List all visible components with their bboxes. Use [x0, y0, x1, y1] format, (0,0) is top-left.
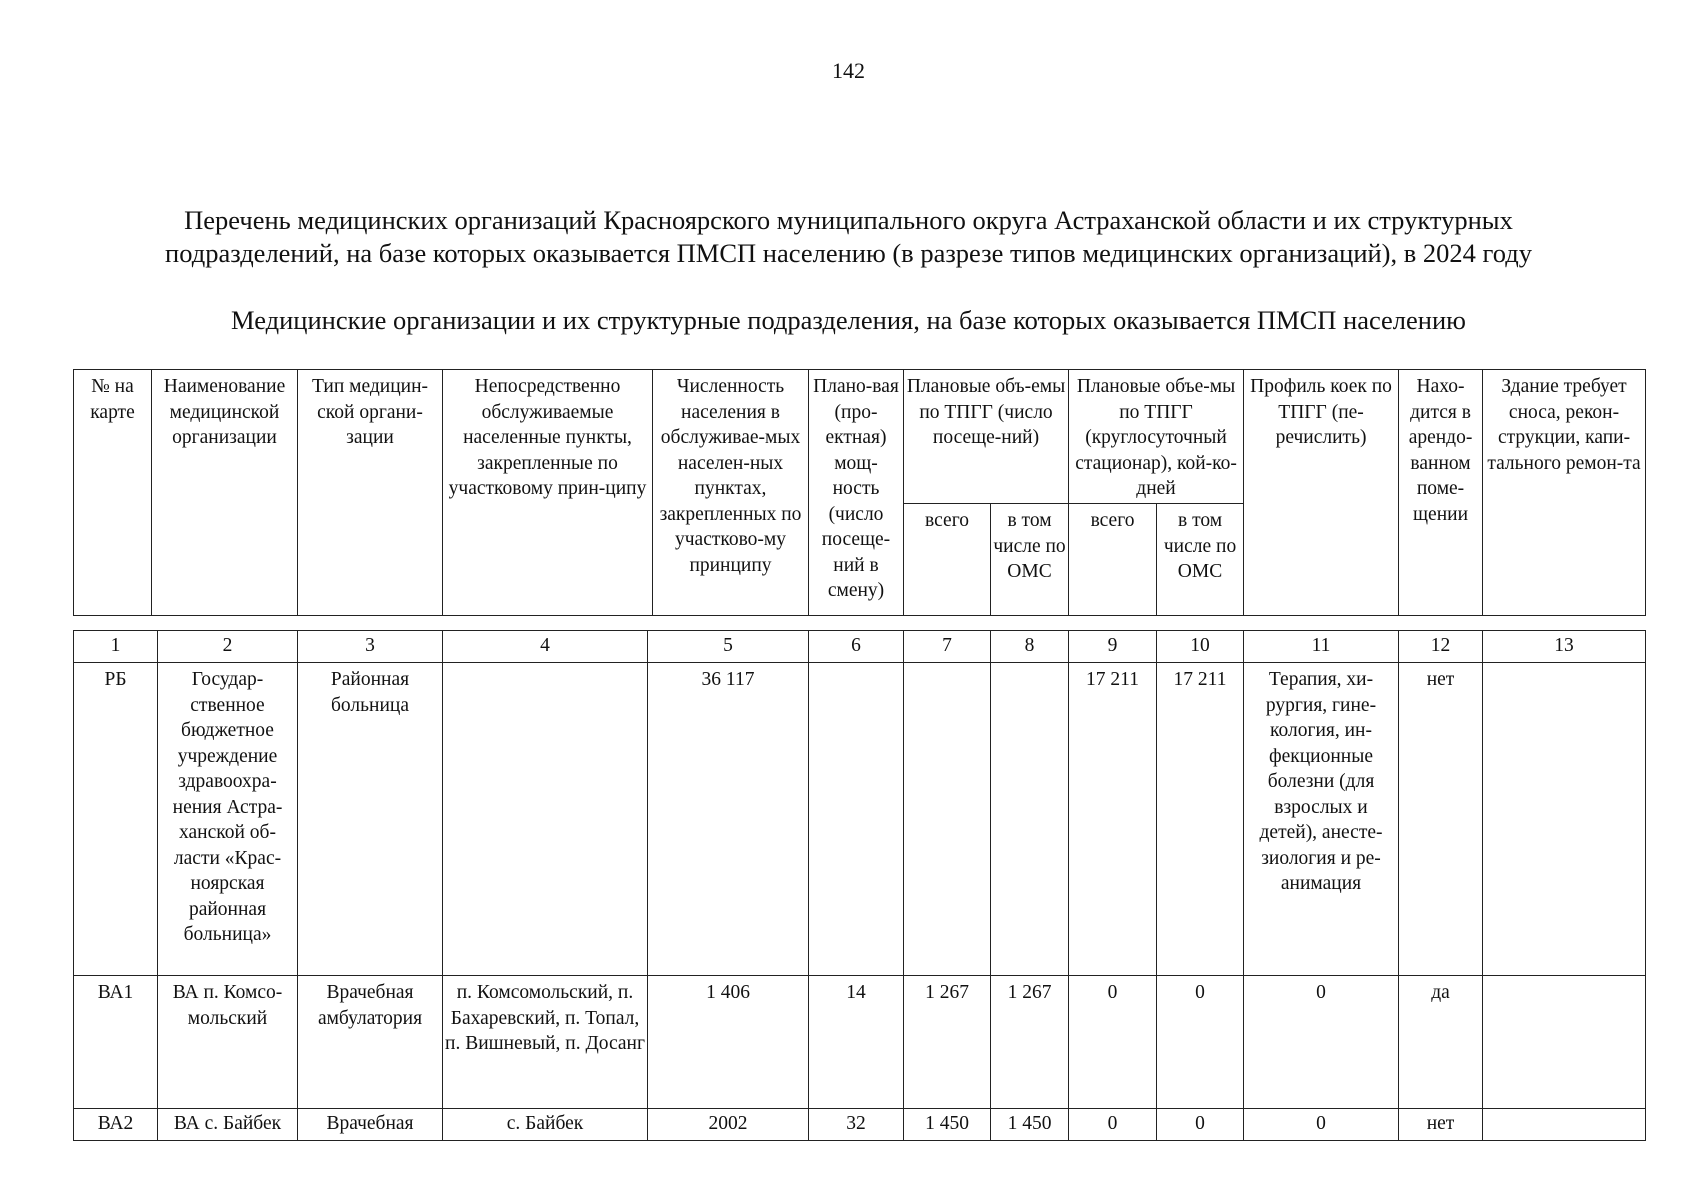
cell-org-type: Врачебная	[298, 1109, 443, 1141]
cell-visits-total: 1 450	[904, 1109, 991, 1141]
cell-visits-total: 1 267	[904, 976, 991, 1109]
cell-rented: нет	[1399, 1109, 1483, 1141]
cell-building	[1483, 663, 1646, 976]
cell-org-type: Районная больница	[298, 663, 443, 976]
cell-building	[1483, 1109, 1646, 1141]
header-beddays-oms: в том числе по ОМС	[1157, 504, 1244, 616]
column-number: 4	[443, 631, 648, 663]
column-number: 1	[74, 631, 158, 663]
header-visits-total: всего	[904, 504, 991, 616]
cell-capacity	[809, 663, 904, 976]
cell-capacity: 32	[809, 1109, 904, 1141]
column-number-row	[74, 631, 1646, 663]
column-number: 2	[158, 631, 298, 663]
cell-building	[1483, 976, 1646, 1109]
header-settlements: Непосредственно обслуживаемые населенные пункты, закрепленные по участковому прин-ципу	[443, 370, 653, 616]
table-row	[74, 1109, 1646, 1141]
title-line-1: Перечень медицинских организаций Красноярского муниципального округа Астраханской области и их структурных	[184, 205, 1513, 235]
table-row	[74, 976, 1646, 1109]
header-map-no: № на карте	[74, 370, 152, 616]
header-beddays-total: всего	[1069, 504, 1157, 616]
header-planned-visits: Плановые объ-емы по ТПГГ (число посеще-ний)	[904, 370, 1069, 504]
cell-settlements: с. Байбек	[443, 1109, 648, 1141]
cell-org-type: Врачебная амбулатория	[298, 976, 443, 1109]
column-number: 6	[809, 631, 904, 663]
page-number: 142	[832, 58, 865, 83]
column-number: 10	[1157, 631, 1244, 663]
column-number: 5	[648, 631, 809, 663]
cell-visits-oms: 1 267	[991, 976, 1069, 1109]
header-rented: Нахо-дится в арендо-ванном поме-щении	[1399, 370, 1483, 616]
cell-map-no: ВА1	[74, 976, 158, 1109]
cell-bed-profile: 0	[1244, 976, 1399, 1109]
cell-visits-oms	[991, 663, 1069, 976]
cell-map-no: ВА2	[74, 1109, 158, 1141]
cell-population: 2002	[648, 1109, 809, 1141]
data-table	[73, 630, 1646, 1141]
cell-population: 1 406	[648, 976, 809, 1109]
cell-map-no: РБ	[74, 663, 158, 976]
column-number: 9	[1069, 631, 1157, 663]
cell-org-name: Государ-ственное бюджетное учреждение здравоохра-нения Астра-ханской об-ласти «Крас-ноярская районная больница»	[158, 663, 298, 976]
document-title	[60, 204, 1637, 270]
cell-bed-profile: 0	[1244, 1109, 1399, 1141]
header-bed-profile: Профиль коек по ТПГГ (пе-речислить)	[1244, 370, 1399, 616]
cell-org-name: ВА п. Комсо-мольский	[158, 976, 298, 1109]
column-number: 3	[298, 631, 443, 663]
header-visits-oms: в том числе по ОМС	[991, 504, 1069, 616]
cell-rented: нет	[1399, 663, 1483, 976]
cell-capacity: 14	[809, 976, 904, 1109]
table-subtitle: Медицинские организации и их структурные подразделения, на базе которых оказывается ПМСП населению	[231, 305, 1466, 335]
cell-visits-total	[904, 663, 991, 976]
header-population: Численность населения в обслуживае-мых населен-ных пунктах, закрепленных по участково-му принципу	[653, 370, 809, 616]
cell-beddays-oms: 0	[1157, 976, 1244, 1109]
header-org-name: Наименование медицинской организации	[152, 370, 298, 616]
cell-beddays-total: 17 211	[1069, 663, 1157, 976]
cell-beddays-oms: 17 211	[1157, 663, 1244, 976]
cell-settlements	[443, 663, 648, 976]
table-row	[74, 663, 1646, 976]
cell-beddays-total: 0	[1069, 1109, 1157, 1141]
column-number: 13	[1483, 631, 1646, 663]
title-line-2: подразделений, на базе которых оказывается ПМСП населению (в разрезе типов медицинских организаций), в 2024 году	[165, 238, 1532, 268]
column-number: 8	[991, 631, 1069, 663]
cell-visits-oms: 1 450	[991, 1109, 1069, 1141]
header-planned-beddays: Плановые объе-мы по ТПГГ (круглосуточный стационар), кой-ко-дней	[1069, 370, 1244, 504]
header-table	[73, 369, 1646, 616]
cell-org-name: ВА с. Байбек	[158, 1109, 298, 1141]
cell-beddays-oms: 0	[1157, 1109, 1244, 1141]
column-number: 7	[904, 631, 991, 663]
header-building: Здание требует сноса, рекон-струкции, капи-тального ремон-та	[1483, 370, 1646, 616]
cell-population: 36 117	[648, 663, 809, 976]
cell-bed-profile: Терапия, хи-рургия, гине-кология, ин-фекционные болезни (для взрослых и детей), анесте-зиология и ре-анимация	[1244, 663, 1399, 976]
cell-rented: да	[1399, 976, 1483, 1109]
column-number: 11	[1244, 631, 1399, 663]
cell-settlements: п. Комсомольский, п. Бахаревский, п. Топал, п. Вишневый, п. Досанг	[443, 976, 648, 1109]
header-capacity: Плано-вая (про-ектная) мощ-ность (число посеще-ний в смену)	[809, 370, 904, 616]
header-org-type: Тип медицин-ской органи-зации	[298, 370, 443, 616]
cell-beddays-total: 0	[1069, 976, 1157, 1109]
column-number: 12	[1399, 631, 1483, 663]
